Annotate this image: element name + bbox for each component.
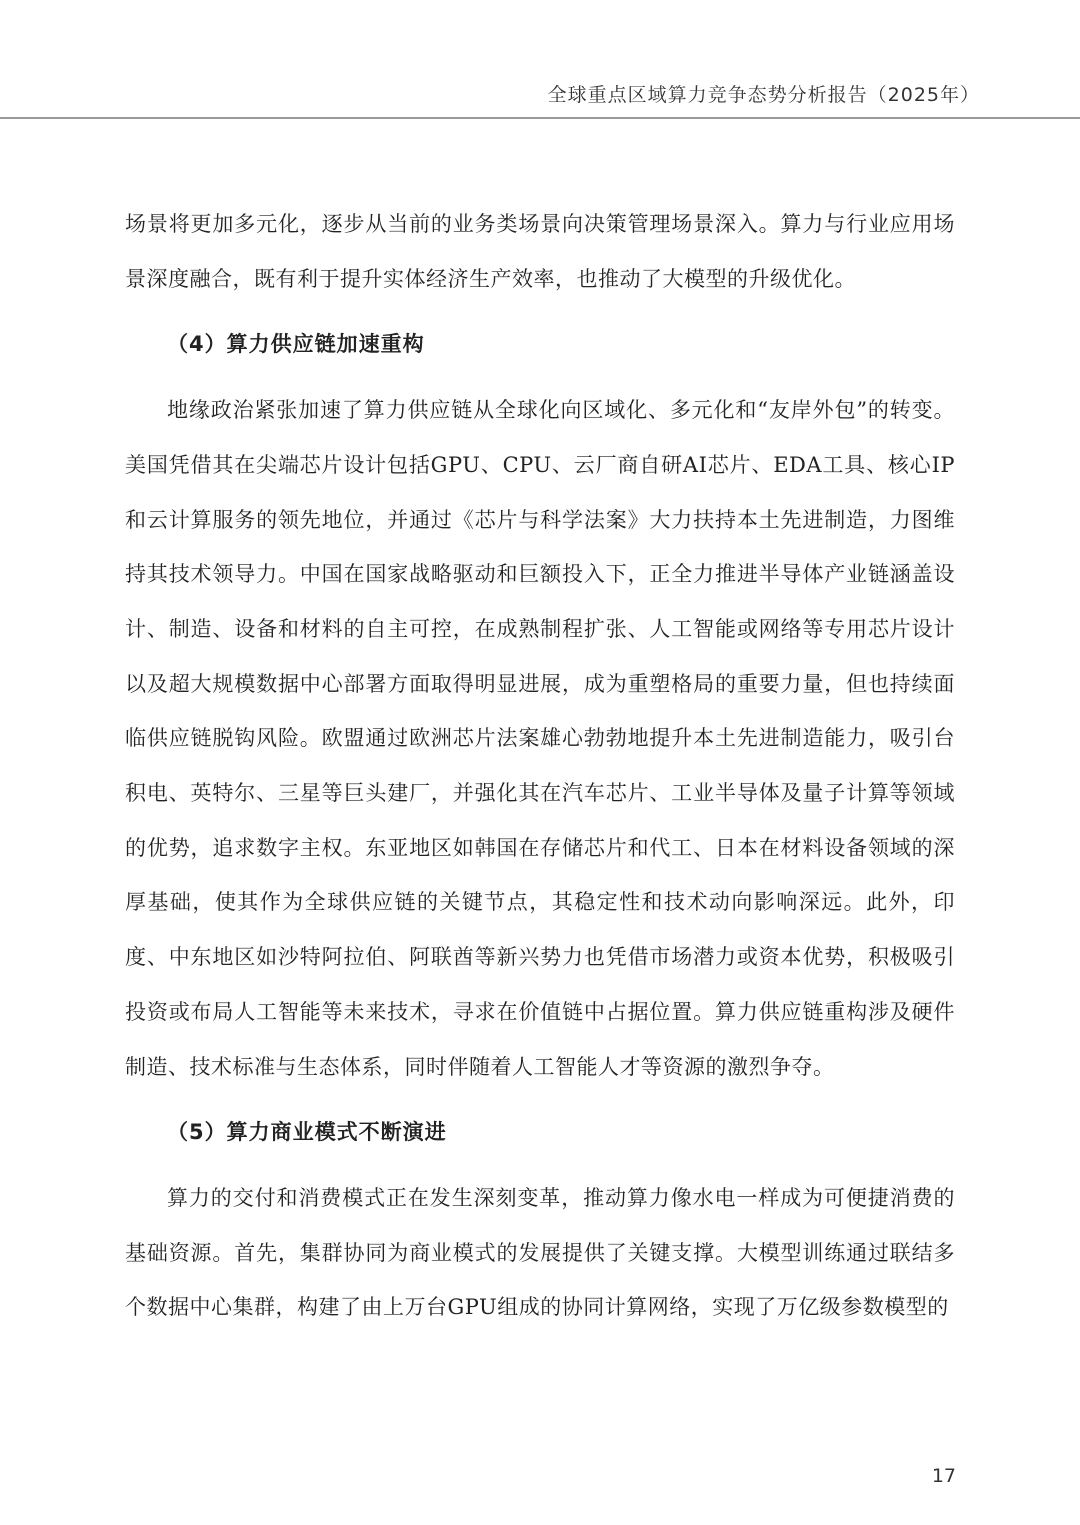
intro-paragraph: 场景将更加多元化，逐步从当前的业务类场景向决策管理场景深入。算力与行业应用场景深度融合，既有利于提升实体经济生产效率，也推动了大模型的升级优化。 [125, 212, 955, 291]
page-number: 17 [931, 1465, 956, 1487]
section-4-paragraph: 地缘政治紧张加速了算力供应链从全球化向区域化、多元化和“友岸外包”的转变。美国凭借其在尖端芯片设计包括GPU、CPU、云厂商自研AI芯片、EDA工具、核心IP和云计算服务的领先地位，并通过《芯片与科学法案》大力扶持本土先进制造，力图维持其技术领导力。中国在国家战略驱动和巨额投入下，正全力推进半导体产业链涵盖设计、制造、设备和材料的自主可控，在成熟制程扩张、人工智能或网络等专用芯片设计以及超大规模数据中心部署方面取得明显进展，成为重塑格局的重要力量，但也持续面临供应链脱钩风险。欧盟通过欧洲芯片法案雄心勃勃地提升本土先进制造能力，吸引台积电、英特尔、三星等巨头建厂，并强化其在汽车芯片、工业半导体及量子计算等领域的优势，追求数字主权。东亚地区如韩国在存储芯片和代工、日本在材料设备领域的深厚基础，使其作为全球供应链的关键节点，其稳定性和技术动向影响深远。此外，印度、中东地区如沙特阿拉伯、阿联酋等新兴势力也凭借市场潜力或资本优势，积极吸引投资或布局人工智能等未来技术，寻求在价值链中占据位置。算力供应链重构涉及硬件制造、技术标准与生态体系，同时伴随着人工智能人才等资源的激烈争夺。 [125, 398, 955, 1079]
page-body [125, 197, 955, 1335]
section-heading-5: （5）算力商业模式不断演进 [167, 1120, 447, 1145]
running-header-title: 全球重点区域算力竞争态势分析报告（2025年） [547, 84, 980, 106]
header-divider [0, 117, 1080, 119]
section-heading-4: （4）算力供应链加速重构 [167, 332, 425, 357]
section-5-paragraph: 算力的交付和消费模式正在发生深刻变革，推动算力像水电一样成为可便捷消费的基础资源。首先，集群协同为商业模式的发展提供了关键支撑。大模型训练通过联结多个数据中心集群，构建了由上万台GPU组成的协同计算网络，实现了万亿级参数模型的 [125, 1185, 955, 1320]
